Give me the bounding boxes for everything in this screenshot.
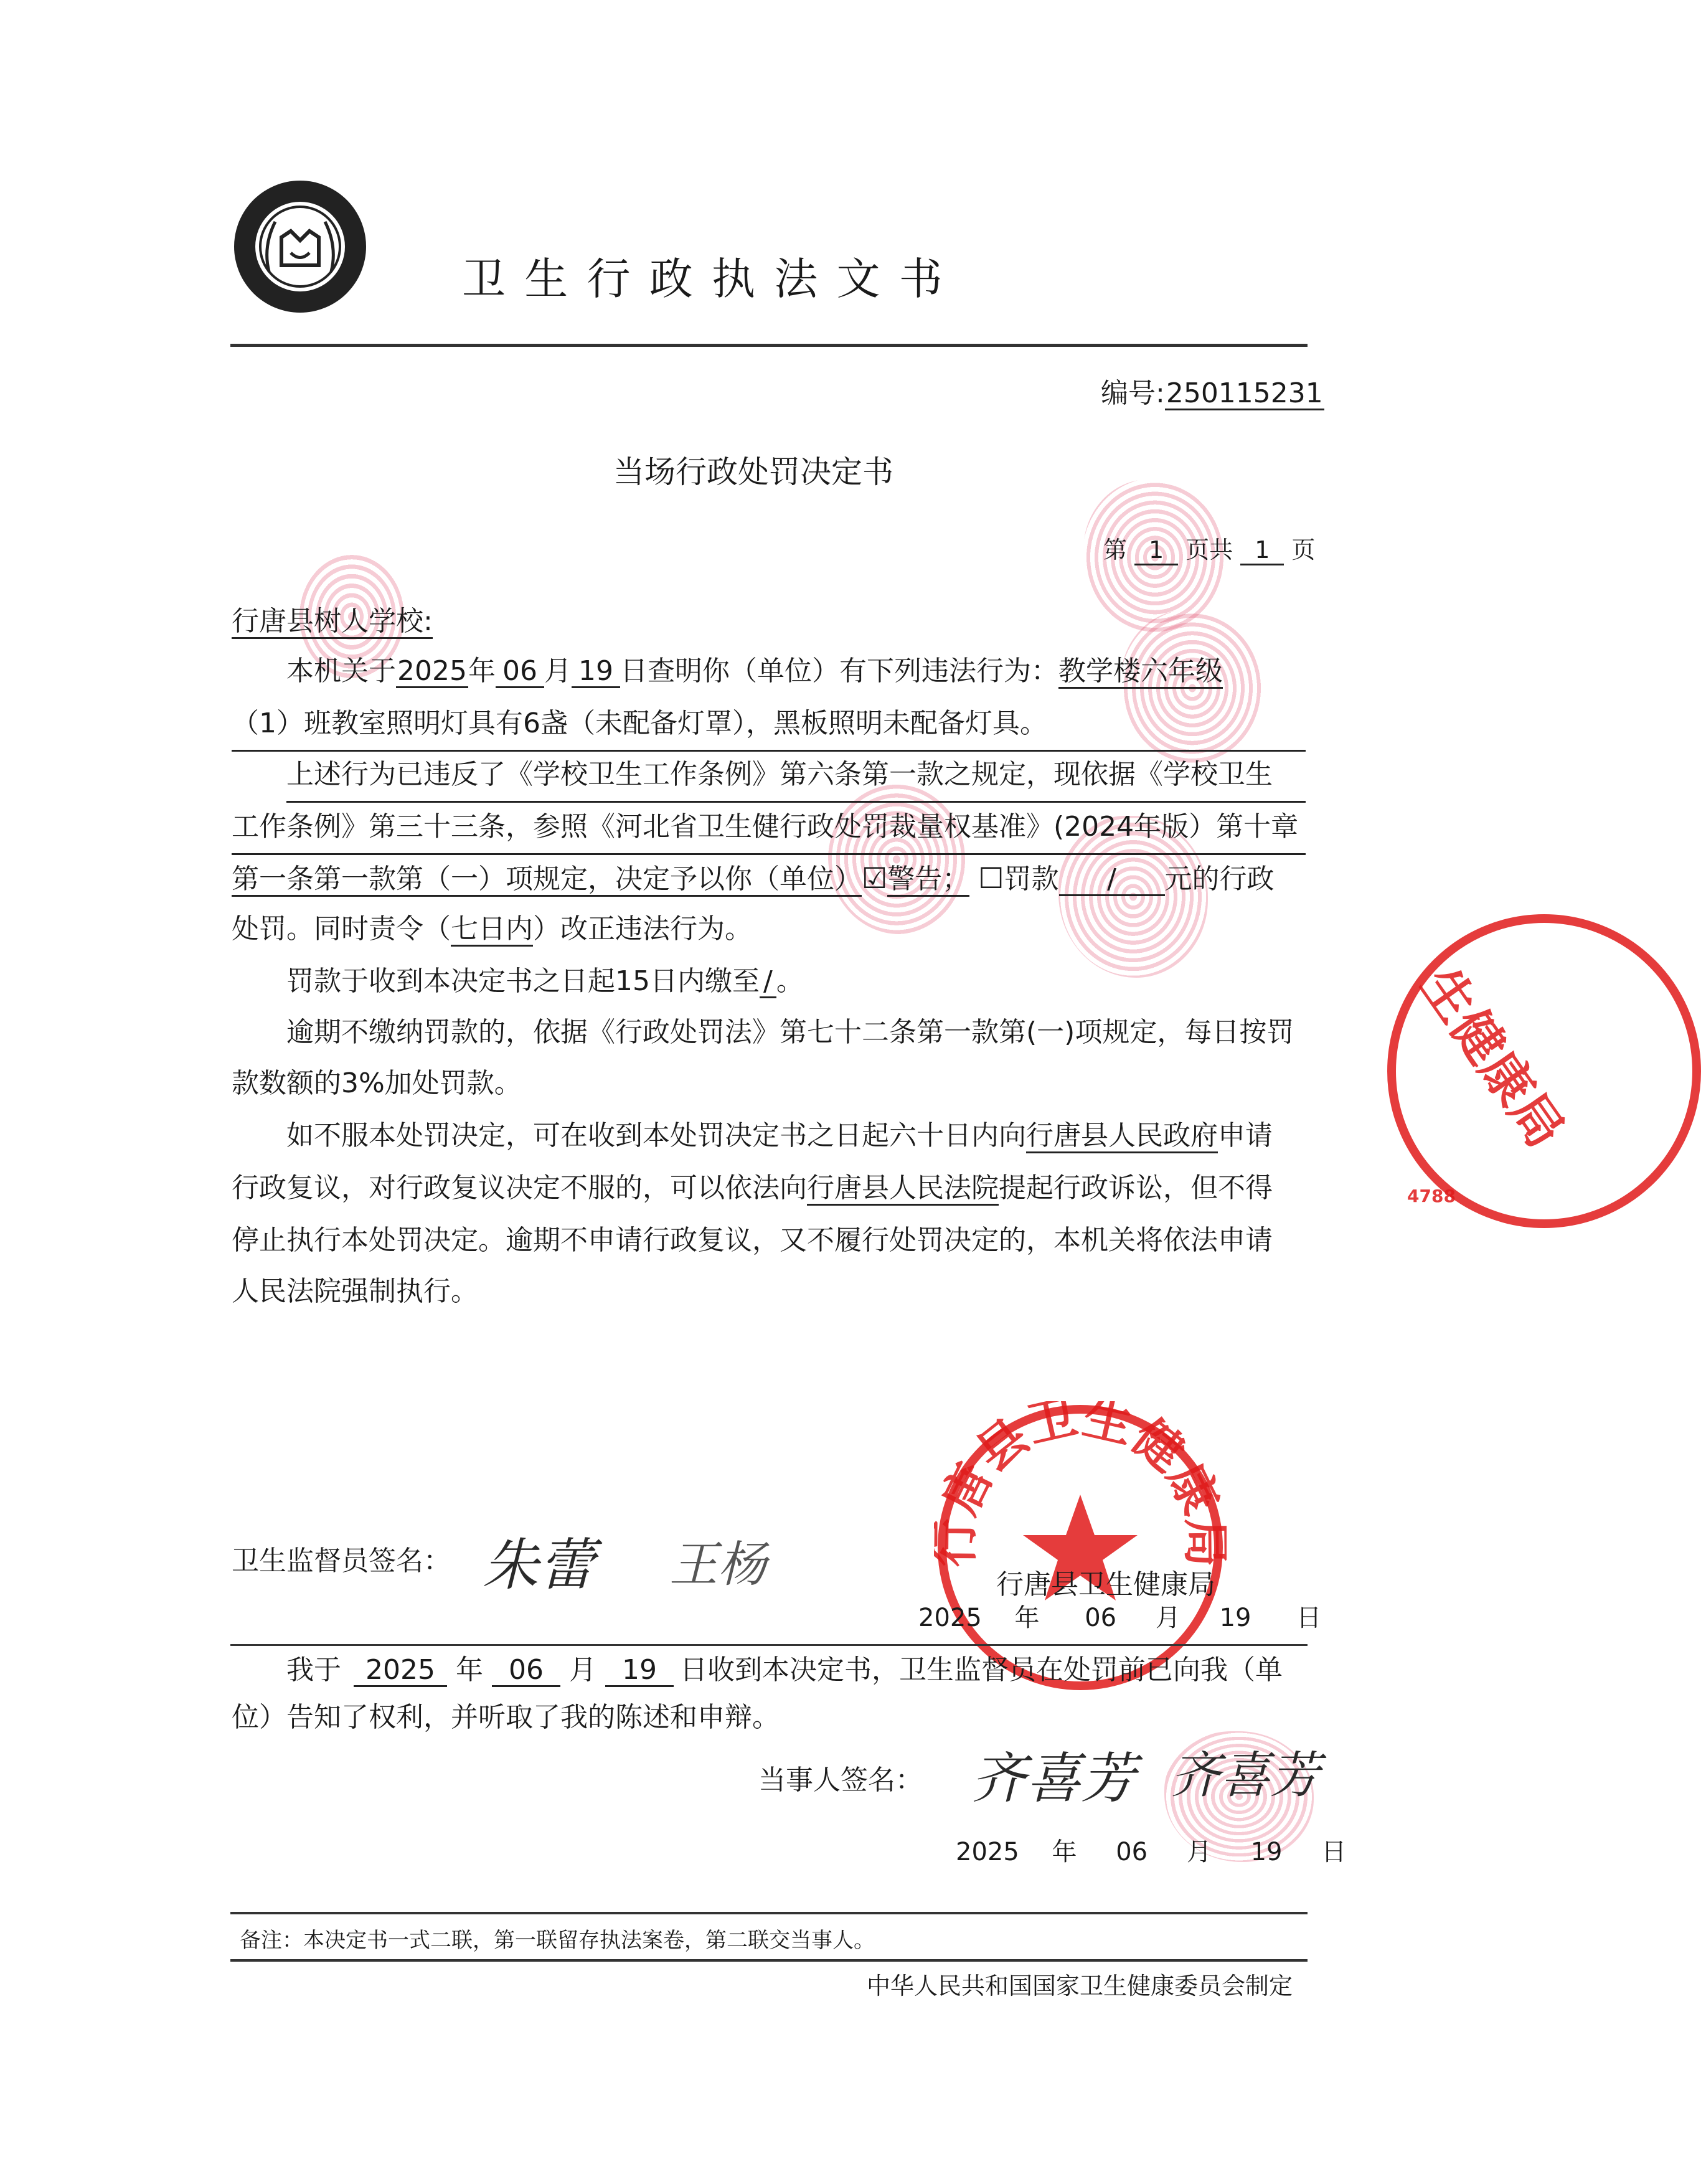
party-signature-2: 齐喜芳 — [1171, 1746, 1320, 1804]
violation-text-2: （1）班教室照明灯具有6盏（未配备灯罩），黑板照明未配备灯具。 — [232, 697, 1306, 752]
note-divider-bottom — [230, 1959, 1308, 1962]
page-total: 1 — [1240, 537, 1284, 565]
paragraph-5-line-3: 停止执行本处罚决定。逾期不申请行政复议，又不履行处罚决定的，本机关将依法申请 — [232, 1224, 1273, 1256]
recipient: 行唐县树人学校: — [232, 595, 433, 648]
note: 备注：本决定书一式二联，第一联留存执法案卷，第二联交当事人。 — [240, 1928, 875, 1953]
edge-seal — [1382, 909, 1575, 1233]
inspector-signature-2: 王杨 — [669, 1537, 767, 1593]
inspector-signature-1: 朱蕾 — [483, 1533, 595, 1598]
warning-checkbox[interactable]: ☑ — [862, 861, 888, 895]
violation-month: 06 — [496, 656, 544, 688]
seal-text: 唐县卫生健康 — [934, 1401, 1227, 1523]
violation-year: 2025 — [396, 656, 468, 688]
doc-number-label: 编号: — [1101, 377, 1165, 409]
paragraph-2-line-3: 第一条第一款第（一）项规定，决定予以你（单位）☑警告； ☐罚款 / 元的行政 — [232, 852, 1275, 905]
receipt-year: 2025 — [354, 1655, 447, 1687]
doc-title: 当场行政处罚决定书 — [613, 454, 893, 490]
paragraph-2-line-4: 处罚。同时责令（七日内）改正违法行为。 — [232, 903, 752, 955]
fine-checkbox[interactable]: ☐ — [978, 861, 1004, 895]
doc-number-value: 250115231 — [1165, 379, 1324, 410]
payment-place: / — [760, 967, 776, 998]
party-label: 当事人签名： — [758, 1764, 923, 1796]
party-date: 2025 年 06 月 19 日 — [956, 1838, 1347, 1866]
receipt-month: 06 — [492, 1655, 560, 1687]
issuing-authority: 行唐县卫生健康局 — [996, 1569, 1215, 1600]
header-divider — [230, 344, 1308, 347]
inspector-date: 2025 年 06 月 19 日 — [918, 1604, 1322, 1632]
header-title: 卫 生 行 政 执 法 文 书 — [462, 253, 945, 305]
edge-seal-text: 生健康局 — [1409, 957, 1575, 1159]
party-signature-1: 齐喜芳 — [971, 1746, 1136, 1810]
receipt-day: 19 — [605, 1655, 674, 1687]
correction-deadline: 七日内 — [451, 913, 533, 947]
receipt-line-2: 位）告知了权利，并听取了我的陈述和申辩。 — [232, 1701, 780, 1733]
emblem-logo — [232, 178, 369, 315]
paragraph-4-line-1: 逾期不缴纳罚款的，依据《行政处罚法》第七十二条第一款第(一)项规定，每日按罚 — [286, 1016, 1294, 1048]
paragraph-5-line-4: 人民法院强制执行。 — [232, 1275, 478, 1307]
note-divider-top — [230, 1912, 1308, 1914]
paragraph-1-line-1: 本机关于2025年 06 月 19 日查明你（单位）有下列违法行为：教学楼六年级 — [286, 645, 1223, 697]
paragraph-2-line-1: 上述行为已违反了《学校卫生工作条例》第六条第一款之规定，现依据《学校卫生 — [286, 749, 1306, 803]
violation-day: 19 — [572, 656, 620, 688]
warning-label: 警告； — [887, 863, 969, 897]
paragraph-5-line-2: 行政复议，对行政复议决定不服的，可以依法向行唐县人民法院提起行政诉讼，但不得 — [232, 1162, 1273, 1214]
page-info: 第 1 页共 1 页 — [1103, 531, 1315, 565]
inspector-label: 卫生监督员签名： — [232, 1545, 451, 1577]
violation-text-1: 教学楼六年级 — [1058, 655, 1223, 689]
paragraph-5-line-1: 如不服本处罚决定，可在收到本处罚决定书之日起六十日内向行唐县人民政府申请 — [286, 1110, 1273, 1162]
page-current: 1 — [1134, 537, 1178, 565]
fine-amount: / — [1059, 864, 1165, 896]
edge-seal-number: 4788 — [1407, 1186, 1456, 1206]
paragraph-2-line-2: 工作条例》第三十三条，参照《河北省卫生健行政处罚裁量权基准》(2024年版）第十章 — [232, 801, 1306, 855]
paragraph-4-line-2: 款数额的3%加处罚款。 — [232, 1067, 522, 1099]
paragraph-1-line-2 — [232, 697, 1306, 752]
litigation-court: 行唐县人民法院 — [807, 1172, 999, 1206]
paragraph-3: 罚款于收到本决定书之日起15日内缴至 / 。 — [286, 955, 804, 1008]
review-government: 行唐县人民政府 — [1026, 1120, 1218, 1153]
doc-number — [1101, 371, 1324, 410]
receipt-line-1: 我于 2025 年 06 月 19 日收到本决定书，卫生监督员在处罚前已向我（单 — [286, 1644, 1283, 1696]
footer-issuer: 中华人民共和国国家卫生健康委员会制定 — [867, 1972, 1293, 2000]
